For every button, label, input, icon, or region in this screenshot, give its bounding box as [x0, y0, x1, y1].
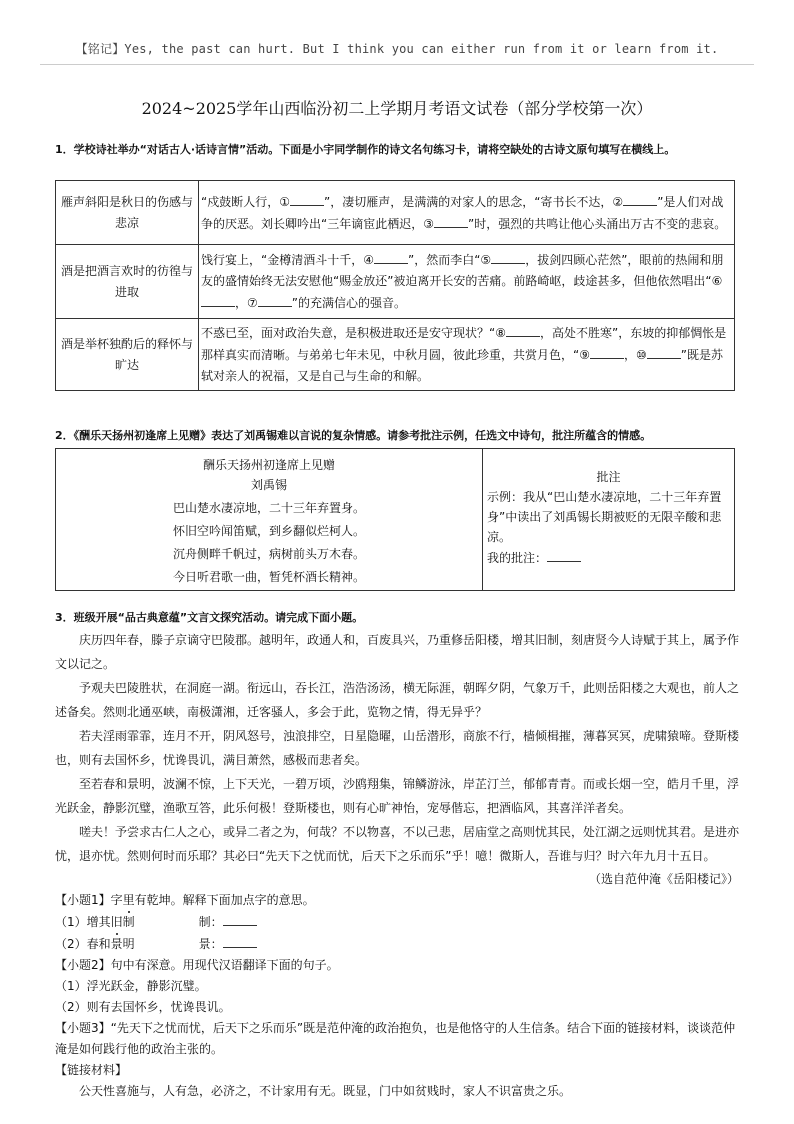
content-text: ”，然而李白“	[407, 253, 481, 267]
fill-in-blank[interactable]	[258, 292, 292, 307]
fill-in-blank[interactable]	[290, 191, 324, 206]
content-text: ”是人们对战争的厌恶。刘长卿吟出“三年谪宦此栖迟，	[201, 194, 724, 231]
content-text: ”既是苏轼对亲人的祝福，又是自己与生命的和解。	[201, 348, 723, 383]
item-text: （2）春和	[55, 937, 111, 951]
annotation-answer-blank[interactable]	[547, 547, 581, 562]
subquestion-3: 【小题3】“先天下之忧而忧，后天下之乐而乐”既是范仲淹的政治抱负，也是他恪守的人生信条。结合下面的链接材料，谈谈范仲淹是如何践行他的政治主张的。	[55, 1021, 736, 1056]
dotted-char: 制	[122, 915, 135, 929]
passage-paragraph: 庆历四年春，滕子京谪守巴陵郡。越明年，政通人和，百废具兴，乃重修岳阳楼，增其旧制，刻唐贤今人诗赋于其上，属予作文以记之。	[55, 633, 740, 671]
content-text: ”的充满信心的强音。	[291, 296, 406, 310]
subquestion-2-item-2: （2）则有去国怀乡，忧谗畏讥。	[55, 1000, 231, 1014]
dotted-char: 景	[110, 937, 123, 951]
q1-row	[56, 181, 735, 245]
blank-number: ①	[279, 194, 290, 209]
q1-content-cell	[199, 245, 735, 319]
passage-source: （选自范仲淹《岳阳楼记》）	[588, 872, 739, 886]
exam-title: 2024~2025学年山西临汾初二上学期月考语文试卷（部分学校第一次）	[141, 99, 653, 118]
content-text: 不惑已至，面对政治失意，是积极进取还是安守现状？“	[201, 326, 496, 340]
passage-paragraph: 予观夫巴陵胜状，在洞庭一湖。衔远山，吞长江，浩浩汤汤，横无际涯，朝晖夕阴，气象万千，此则岳阳楼之大观也，前人之述备矣。然则北通巫峡，南极潇湘，迁客骚人，多会于此，览物之情，得无异乎？	[55, 681, 740, 719]
q1-content-cell	[199, 181, 735, 245]
q1-row	[56, 319, 735, 391]
header-divider	[40, 64, 754, 65]
passage-paragraph: 若夫淫雨霏霏，连月不开，阴风怒号，浊浪排空，日星隐曜，山岳潜形，商旅不行，樯倾楫摧，薄暮冥冥，虎啸猿啼。登斯楼也，则有去国怀乡，忧谗畏讥，满目萧然，感极而悲者矣。	[55, 729, 740, 767]
poem-line: 怀旧空吟闻笛赋，到乡翻似烂柯人。	[172, 524, 365, 538]
annotation-example: 示例：我从“巴山楚水凄凉地，二十三年弃置身”中读出了刘禹锡长期被贬的无限辛酸和悲凉。	[487, 490, 722, 544]
content-text: “戍鼓断人行，	[201, 194, 280, 209]
blank-number: ⑨	[579, 348, 590, 362]
poem-line: 沉舟侧畔千帆过，病树前头万木春。	[172, 547, 365, 561]
q1-category-cell: 酒是把酒言欢时的彷徨与进取	[56, 245, 199, 319]
answer-blank[interactable]	[223, 933, 257, 948]
passage-paragraph: 嗟夫！予尝求古仁人之心，或异二者之为，何哉？不以物喜，不以己悲，居庙堂之高则忧其民，处江湖之远则忧其君。是进亦忧，退亦忧。然则何时而乐耶？其必曰“先天下之忧而忧，后天下之乐而乐”乎！噫！微斯人，吾谁与归？时六年九月十五日。	[55, 825, 740, 863]
poem-line: 今日听君歌一曲，暂凭杯酒长精神。	[172, 570, 365, 584]
content-text: 饯行宴上，“金樽清酒斗十千，	[201, 253, 364, 267]
blank-number: ④	[363, 253, 374, 267]
blank-number: ⑦	[247, 296, 258, 310]
poem-line: 巴山楚水凄凉地，二十三年弃置身。	[172, 501, 365, 515]
my-annotation-label: 我的批注：	[487, 551, 548, 565]
content-text: ”时，强烈的共鸣让他心头涌出万古不变的悲哀。	[467, 216, 727, 231]
fill-in-blank[interactable]	[590, 344, 624, 359]
content-text: ，高处不胜寒”，东坡的抑郁惆怅是那样真实而清晰。与弟弟七年未见，中秋月圆，彼此珍重，共赏月色，“	[201, 326, 727, 362]
item-text: （1）增其旧	[55, 915, 123, 929]
motto-header: 【铭记】Yes, the past can hurt. But I think you can either run from it or learn from it.	[75, 42, 719, 56]
item-text: 明	[122, 937, 135, 951]
fill-in-blank[interactable]	[434, 213, 468, 228]
q1-content-cell	[199, 319, 735, 391]
content-text: ，	[235, 296, 248, 310]
subquestion-2: 【小题2】句中有深意。用现代汉语翻译下面的句子。	[55, 958, 339, 972]
q1-row	[56, 245, 735, 319]
link-material-text: 公天性喜施与，人有急，必济之，不计家用有无。既显，门中如贫贱时，家人不识富贵之乐。	[79, 1084, 572, 1098]
subquestion-2-item-1: （1）浮光跃金，静影沉璧。	[55, 979, 207, 993]
fill-in-blank[interactable]	[506, 322, 540, 337]
question-3-stem: 3．班级开展“品古典意蕴”文言文探究活动。请完成下面小题。	[55, 611, 364, 624]
blank-number: ⑤	[480, 253, 492, 267]
poem-author: 刘禹锡	[250, 478, 287, 492]
q1-category-cell: 酒是举杯独酌后的释怀与旷达	[56, 319, 199, 391]
fill-in-blank[interactable]	[374, 249, 408, 264]
question-3-body	[55, 628, 739, 1102]
subquestion-1: 【小题1】字里有乾坤。解释下面加点字的意思。	[55, 893, 315, 907]
passage-paragraph: 至若春和景明，波澜不惊，上下天光，一碧万顷，沙鸥翔集，锦鳞游泳，岸芷汀兰，郁郁青青。而或长烟一空，皓月千里，浮光跃金，静影沉璧，渔歌互答，此乐何极！登斯楼也，则有心旷神怡，宠辱偕忘，把酒临风，其喜洋洋者矣。	[55, 777, 740, 815]
item-label: 制：	[198, 915, 223, 929]
subquestion-1-item-1	[55, 911, 739, 933]
content-text: ”，凄切雁声，是满满的对家人的思念，“寄书长不达，	[323, 194, 613, 209]
subquestion-1-item-2	[55, 933, 739, 955]
item-label: 景：	[198, 937, 223, 951]
blank-number: ⑩	[636, 348, 647, 362]
blank-number: ②	[612, 194, 624, 209]
blank-number: ⑧	[495, 326, 506, 340]
question-2-stem: 2．《酬乐天扬州初逢席上见赠》表达了刘禹锡难以言说的复杂情感。请参考批注示例，任选文中诗句，批注所蕴含的情感。	[55, 429, 652, 442]
answer-blank[interactable]	[223, 911, 257, 926]
content-text: ，拔剑四顾心茫然”，眼前的热闹和朋友的盛情始终无法安慰他“赐金放还”被迫离开长安的苦痛。前路崎岖，歧途甚多，但他依然唱出“	[201, 253, 724, 288]
blank-number: ⑥	[711, 274, 723, 288]
fill-in-blank[interactable]	[647, 344, 681, 359]
poem-cell	[56, 449, 483, 591]
blank-number: ③	[423, 216, 434, 231]
link-material-heading: 【链接材料】	[55, 1063, 128, 1077]
annotation-heading: 批注	[596, 470, 621, 484]
question-2-table	[55, 448, 735, 591]
fill-in-blank[interactable]	[623, 191, 657, 206]
my-annotation	[487, 547, 730, 568]
content-text: ，	[624, 348, 637, 362]
fill-in-blank[interactable]	[491, 249, 525, 264]
q1-category-cell: 雁声斜阳是秋日的伤感与悲凉	[56, 181, 199, 245]
annotation-cell	[483, 449, 735, 591]
question-1-stem: 1．学校诗社举办“对话古人·话诗言情”活动。下面是小宇同学制作的诗文名句练习卡，请将空缺处的古诗文原句填写在横线上。	[55, 143, 676, 156]
fill-in-blank[interactable]	[201, 292, 235, 307]
poem-title: 酬乐天扬州初逢席上见赠	[202, 458, 335, 472]
question-1-table	[55, 180, 735, 391]
